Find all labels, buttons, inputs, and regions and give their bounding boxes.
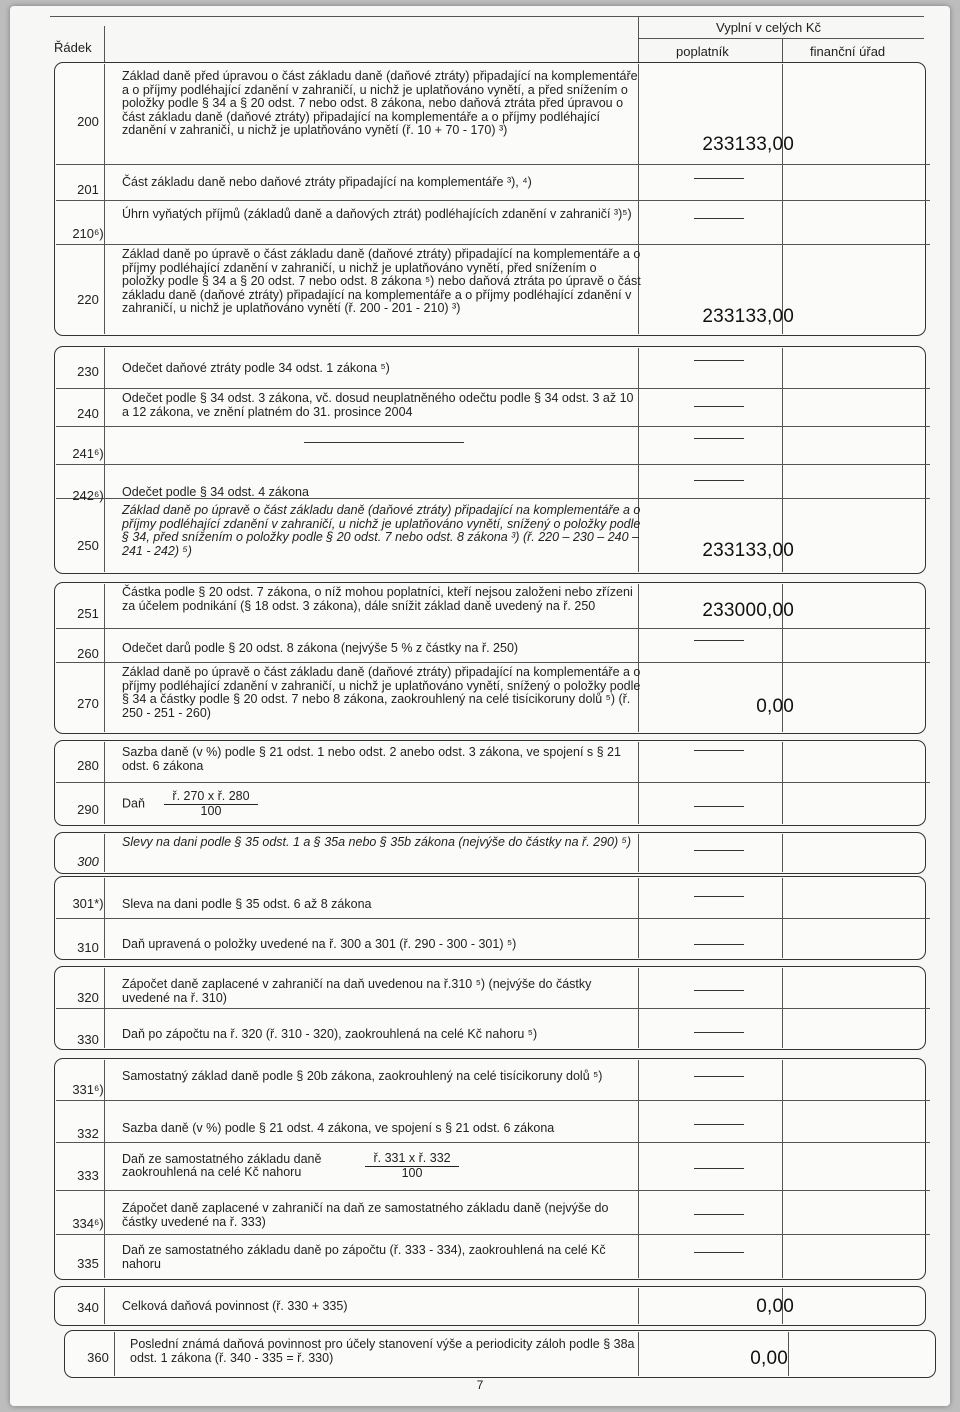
- row-value-payer[interactable]: 233133,00: [702, 306, 794, 327]
- row-value-payer[interactable]: 233000,00: [702, 600, 794, 621]
- row-number: 331⁶): [72, 1082, 104, 1097]
- row-number: 334⁶): [72, 1216, 104, 1231]
- row-number: 200: [77, 114, 99, 129]
- empty-value-dash[interactable]: [694, 640, 744, 641]
- header-radek: Řádek: [54, 40, 92, 55]
- row-360: [64, 1332, 934, 1376]
- row-number: 251: [77, 606, 99, 621]
- row-242: [64, 466, 934, 503]
- empty-value-dash[interactable]: [694, 850, 744, 851]
- row-value-payer[interactable]: 0,00: [750, 1348, 788, 1369]
- row-description: Zápočet daně zaplacené v zahraničí na daň uvedenou na ř.310 ⁵) (nejvýše do částky uvedené na ř. 310): [122, 977, 592, 1005]
- empty-value-dash[interactable]: [694, 1124, 744, 1125]
- row-description: Částka podle § 20 odst. 7 zákona, o níž mohou poplatníci, kteří nejsou založeni nebo zřízeni za účelem podnikání (§ 18 odst. 3 zákona), dále snížit základ daně uvedený na ř. 250: [122, 585, 633, 613]
- blank-description-line[interactable]: [304, 442, 464, 443]
- fraction-numerator: ř. 270 x ř. 280: [164, 790, 257, 805]
- empty-value-dash[interactable]: [694, 1214, 744, 1215]
- formula-fraction: [365, 1152, 458, 1180]
- row-320: [64, 968, 934, 1008]
- row-number: 260: [77, 646, 99, 661]
- empty-value-dash[interactable]: [694, 218, 744, 219]
- row-301: [64, 878, 934, 918]
- empty-value-dash[interactable]: [694, 406, 744, 407]
- row-description: Samostatný základ daně podle § 20b zákona, zaokrouhlený na celé tisícikoruny dolů ⁵): [122, 1069, 603, 1083]
- row-description-text: Daň ze samostatného základu daně zaokrouhlená na celé Kč nahoru: [122, 1151, 322, 1179]
- row-number: 241⁶): [72, 446, 104, 461]
- row-260: [64, 630, 934, 662]
- row-number: 220: [77, 292, 99, 307]
- row-value-payer[interactable]: 233133,00: [702, 540, 794, 561]
- row-description: Základ daně po úpravě o část základu daně (daňové ztráty) připadající na komplementáře a o příjmy podléhající zdanění v zahraničí, u nichž je uplatňováno vynětí, snížený o položky podle § 34 a částky podle § 20 odst. 7 nebo 8 zákona, zaokrouhlený na celé tisícikoruny dolů ⁵) (ř. 250 - 251 - 260): [122, 665, 641, 720]
- row-210: [64, 204, 934, 242]
- row-description: Úhrn vyňatých příjmů (základů daně a daňových ztrát) podléhajících zdanění v zahraničí ³)⁵): [122, 207, 632, 221]
- row-value-payer[interactable]: 0,00: [756, 1296, 794, 1317]
- empty-value-dash[interactable]: [694, 896, 744, 897]
- row-number: 301*): [72, 896, 104, 911]
- header-col-office: finanční úřad: [810, 44, 886, 59]
- row-description: Slevy na dani podle § 35 odst. 1 a § 35a nebo § 35b zákona (nejvýše do částky na ř. 290) ⁵): [122, 835, 632, 849]
- row-290: [64, 784, 934, 824]
- row-340: [64, 1288, 934, 1324]
- page-number: 7: [476, 1378, 484, 1392]
- row-description-text: Daň: [122, 796, 145, 811]
- row-number: 270: [77, 696, 99, 711]
- fraction-denominator: 100: [401, 1165, 423, 1180]
- row-description: Základ daně po úpravě o část základu daně (daňové ztráty) připadající na komplementáře a o příjmy podléhající zdanění v zahraničí, u nichž je uplatňováno vynětí, snížený o položky podle § 34, před snížením o položky podle § 20 odst. 7 nebo odst. 8 zákona ³) (ř. 220 – 230 – 240 – 241 - 242) ⁵): [122, 503, 641, 558]
- row-description: Odečet podle § 34 odst. 4 zákona: [122, 485, 309, 499]
- row-number: 333: [77, 1168, 99, 1183]
- row-number: 242⁶): [72, 488, 104, 503]
- header-col-payer: poplatník: [676, 44, 729, 59]
- row-220: [64, 246, 934, 334]
- row-number: 250: [77, 538, 99, 553]
- row-number: 201: [77, 182, 99, 197]
- row-241: [64, 428, 934, 464]
- row-230: [64, 350, 934, 386]
- row-300: [64, 834, 934, 872]
- tax-form-page: [10, 6, 950, 1406]
- empty-value-dash[interactable]: [694, 944, 744, 945]
- formula-fraction: [164, 790, 257, 818]
- row-description: Odečet darů podle § 20 odst. 8 zákona (nejvýše 5 % z částky na ř. 250): [122, 641, 519, 655]
- fraction-numerator: ř. 331 x ř. 332: [365, 1152, 458, 1167]
- row-number: 300: [77, 854, 99, 869]
- empty-value-dash[interactable]: [694, 480, 744, 481]
- row-333: [64, 1144, 934, 1190]
- empty-value-dash[interactable]: [694, 438, 744, 439]
- empty-value-dash[interactable]: [694, 750, 744, 751]
- row-335: [64, 1236, 934, 1278]
- empty-value-dash[interactable]: [694, 1168, 744, 1169]
- row-332: [64, 1102, 934, 1142]
- row-description: Část základu daně nebo daňové ztráty připadající na komplementáře ³), ⁴): [122, 175, 532, 189]
- empty-value-dash[interactable]: [694, 178, 744, 179]
- row-value-payer[interactable]: 0,00: [756, 696, 794, 717]
- row-description: Odečet podle § 34 odst. 3 zákona, vč. dosud neuplatněného odečtu podle § 34 odst. 3 až 10 a 12 zákona, ve znění platném do 31. prosince 2004: [122, 391, 634, 419]
- empty-value-dash[interactable]: [694, 360, 744, 361]
- empty-value-dash[interactable]: [694, 1252, 744, 1253]
- empty-value-dash[interactable]: [694, 806, 744, 807]
- row-description: Odečet daňové ztráty podle 34 odst. 1 zákona ⁵): [122, 361, 390, 375]
- row-number: 240: [77, 406, 99, 421]
- row-number: 210⁶): [72, 226, 104, 241]
- row-number: 340: [77, 1300, 99, 1315]
- header-fill-title: Vyplní v celých Kč: [716, 20, 822, 35]
- empty-value-dash[interactable]: [694, 1076, 744, 1077]
- row-description: Sazba daně (v %) podle § 21 odst. 4 zákona, ve spojení s § 21 odst. 6 zákona: [122, 1121, 555, 1135]
- row-description: Celková daňová povinnost (ř. 330 + 335): [122, 1299, 348, 1313]
- row-251: [64, 586, 934, 626]
- row-number: 320: [77, 990, 99, 1005]
- row-number: 330: [77, 1032, 99, 1047]
- empty-value-dash[interactable]: [694, 1032, 744, 1033]
- row-description: Sazba daně (v %) podle § 21 odst. 1 nebo odst. 2 anebo odst. 3 zákona, ve spojení s § 21 odst. 6 zákona: [122, 745, 621, 773]
- empty-value-dash[interactable]: [694, 990, 744, 991]
- row-270: [64, 664, 934, 730]
- row-description: Poslední známá daňová povinnost pro účely stanovení výše a periodicity záloh podle § 38a odst. 1 zákona (ř. 340 - 335 = ř. 330): [130, 1337, 635, 1365]
- row-description: Zápočet daně zaplacené v zahraničí na daň ze samostatného základu daně (nejvýše do částky uvedené na ř. 333): [122, 1201, 609, 1229]
- row-description: Daň ze samostatného základu daně po zápočtu (ř. 333 - 334), zaokrouhlená na celé Kč nahoru: [122, 1243, 606, 1271]
- row-number: 332: [77, 1126, 99, 1141]
- row-number: 280: [77, 758, 99, 773]
- row-331: [64, 1060, 934, 1100]
- row-number: 360: [87, 1350, 109, 1365]
- fraction-denominator: 100: [200, 803, 222, 818]
- row-description: Sleva na dani podle § 35 odst. 6 až 8 zákona: [122, 897, 372, 911]
- row-310: [64, 920, 934, 958]
- row-number: 310: [77, 940, 99, 955]
- row-description: Daň po zápočtu na ř. 320 (ř. 310 - 320), zaokrouhlená na celé Kč nahoru ⁵): [122, 1027, 538, 1041]
- row-201: [64, 168, 934, 198]
- row-number: 290: [77, 802, 99, 817]
- row-description: [122, 790, 642, 818]
- row-value-payer[interactable]: 233133,00: [702, 134, 794, 155]
- row-description: Daň upravená o položky uvedené na ř. 300 a 301 (ř. 290 - 300 - 301) ⁵): [122, 937, 517, 951]
- row-description: [122, 1152, 592, 1180]
- row-200: [64, 66, 934, 162]
- row-334: [64, 1192, 934, 1234]
- row-number: 230: [77, 364, 99, 379]
- row-240: [64, 390, 934, 426]
- row-280: [64, 742, 934, 782]
- row-number: 335: [77, 1256, 99, 1271]
- row-description: Základ daně před úpravou o část základu daně (daňové ztráty) připadající na komplementáře a o příjmy podléhající zdanění v zahraničí, u nichž je uplatňováno vynětí, a před snížením o položky podle § 34 a § 20 odst. 7 nebo odst. 8 zákona, nebo daňová ztráta před úpravou o část základu daně (daňové ztráty) připadající na komplementáře a o příjmy podléhající zdanění v zahraničí, u nichž je uplatňováno vynětí (ř. 10 + 70 - 170) ³): [122, 69, 638, 137]
- row-250: [64, 502, 934, 568]
- row-description: Základ daně po úpravě o část základu daně (daňové ztráty) připadající na komplementáře a o příjmy podléhající zdanění v zahraničí, u nichž je uplatňováno vynětí, před snížením o položky podle § 34 a § 20 odst. 7 nebo odst. 8 zákona ⁵) nebo daňová ztráta po úpravě o část základu daně (daňové ztráty) připadající na komplementáře a o příjmy podléhající zdanění v zahraničí, u nichž je uplatňováno vynětí (ř. 200 - 201 - 210) ³): [122, 247, 641, 315]
- row-330: [64, 1010, 934, 1048]
